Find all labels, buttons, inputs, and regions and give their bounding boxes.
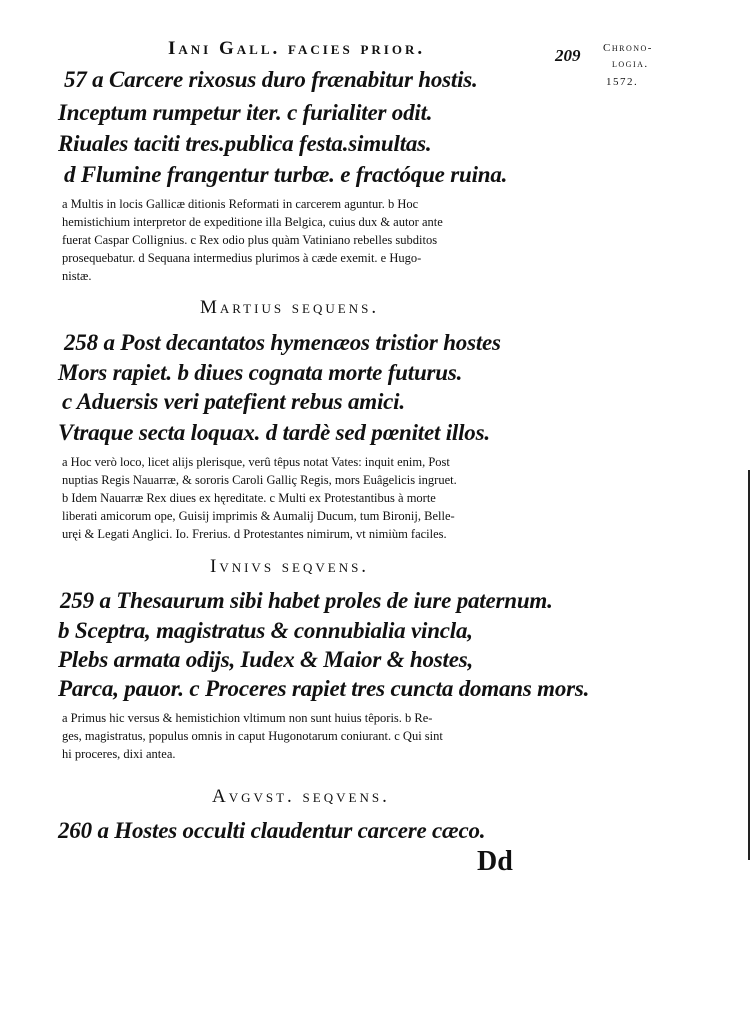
note-line: liberati amicorum ope, Guisij imprimis & Aumalij Ducum, tum Bironij, Belle- — [62, 509, 455, 523]
section-heading: Martius sequens. — [200, 297, 380, 318]
verse-line: Vtraque secta loquax. d tardè sed pœnitet illos. — [58, 420, 490, 445]
note-line: nuptias Regis Nauarræ, & sororis Caroli Galliç Regis, mors Euâgelicis ingruet. — [62, 473, 457, 487]
running-head: Iani Gall. facies prior. — [168, 38, 426, 59]
page-edge-shadow — [748, 470, 750, 860]
note-line: prosequebatur. d Sequana intermedius plurimos à cæde exemit. e Hugo- — [62, 251, 422, 265]
verse-line: 260 a Hostes occulti claudentur carcere cæco. — [58, 818, 486, 843]
verse-line: Inceptum rumpetur iter. c furialiter odit. — [58, 100, 433, 125]
verse-line: Parca, pauor. c Proceres rapiet tres cuncta domans mors. — [58, 676, 590, 701]
section-heading: Ivnivs seqvens. — [210, 556, 370, 577]
section-heading: Avgvst. seqvens. — [212, 786, 390, 807]
note-line: ges, magistratus, populus omnis in caput Hugonotarum coniurant. c Qui sint — [62, 729, 443, 743]
verse-line: Plebs armata odijs, Iudex & Maior & hostes, — [58, 647, 474, 672]
note-line: a Primus hic versus & hemistichion vltimum non sunt huius têporis. b Re- — [62, 711, 433, 725]
verse-line: c Aduersis veri patefient rebus amici. — [62, 389, 405, 414]
verse-line: Riuales taciti tres.publica festa.simultas. — [58, 131, 432, 156]
note-line: a Multis in locis Gallicæ ditionis Reformati in carcerem aguntur. b Hoc — [62, 197, 419, 211]
note-line: uręi & Legati Anglici. Io. Frerius. d Protestantes nimirum, vt nimiùm faciles. — [62, 527, 447, 541]
verse-line: b Sceptra, magistratus & connubialia vincla, — [58, 618, 473, 643]
note-line: a Hoc verò loco, licet alijs plerisque, verû têpus notat Vates: inquit enim, Post — [62, 455, 450, 469]
margin-note-line: 1572. — [606, 76, 639, 88]
verse-line: 258 a Post decantatos hymenæos tristior hostes — [64, 330, 501, 355]
note-line: hemistichium interpretor de expeditione illa Belgica, cuius dux & autor ante — [62, 215, 443, 229]
margin-note-line: logia. — [612, 58, 649, 70]
note-line: hi proceres, dixi antea. — [62, 747, 176, 761]
verse-line: d Flumine frangentur turbæ. e fractóque ruina. — [64, 162, 508, 187]
verse-line: Mors rapiet. b diues cognata morte futurus. — [58, 360, 463, 385]
verse-line: 57 a Carcere rixosus duro frænabitur hostis. — [64, 67, 478, 92]
page-number: 209 — [555, 46, 581, 65]
note-line: nistæ. — [62, 269, 92, 283]
note-line: b Idem Nauarræ Rex diues ex hęreditate. c Multi ex Protestantibus à morte — [62, 491, 436, 505]
verse-line: 259 a Thesaurum sibi habet proles de iure paternum. — [60, 588, 553, 613]
catchword: Dd — [477, 846, 513, 877]
note-line: fuerat Caspar Collignius. c Rex odio plus quàm Vatiniano rebelles subditos — [62, 233, 438, 247]
margin-note-line: Chrono- — [603, 42, 653, 54]
